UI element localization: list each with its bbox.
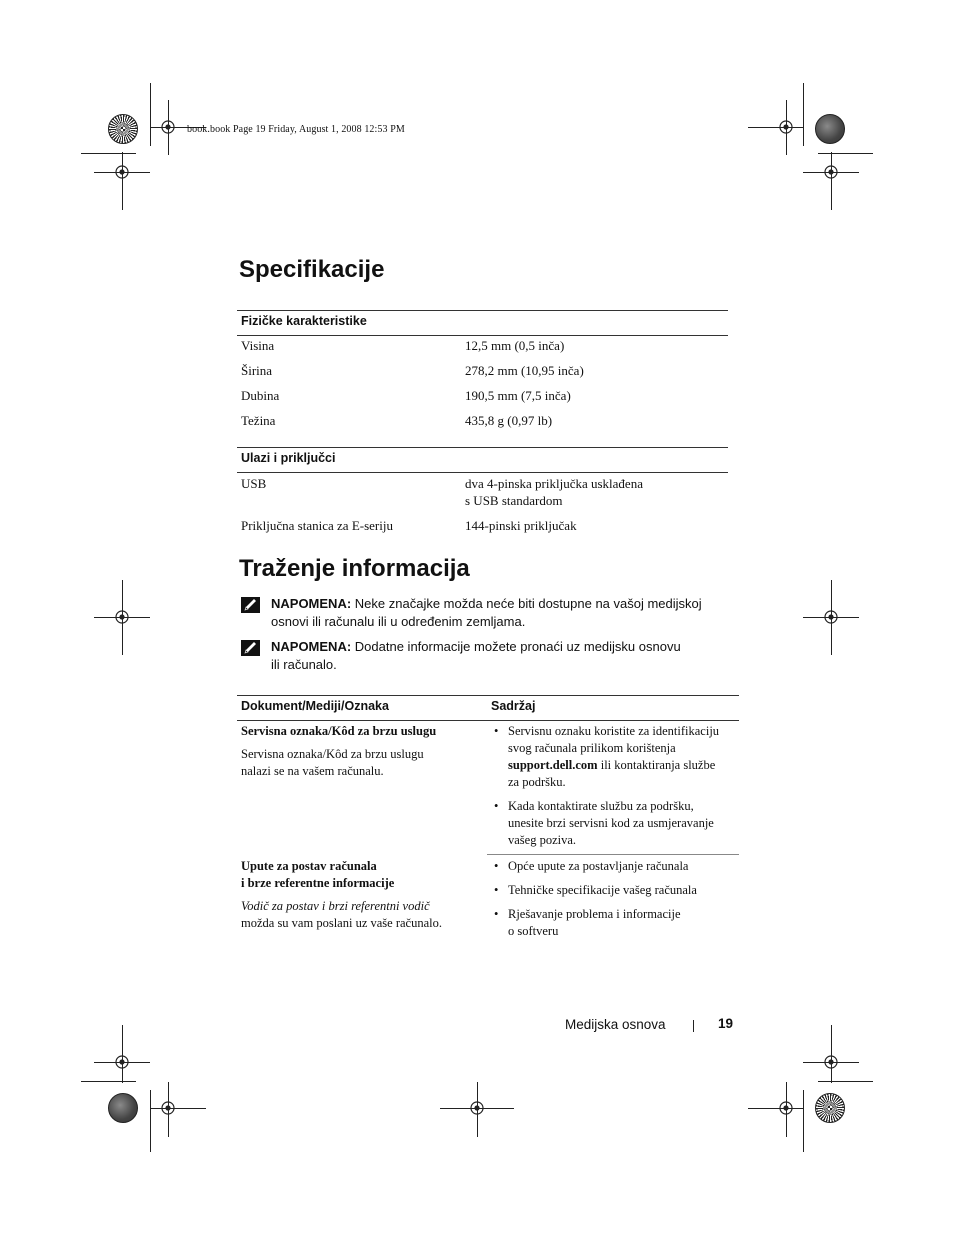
registration-mark-icon xyxy=(113,1053,131,1071)
divider xyxy=(237,695,739,696)
spec-label: Dubina xyxy=(241,388,280,403)
print-header: book.book Page 19 Friday, August 1, 2008 12:53 PM xyxy=(187,124,405,135)
bullet-text: Kada kontaktirate službu za podršku, xyxy=(508,799,694,813)
table-header: Sadržaj xyxy=(491,699,536,713)
registration-mark-icon xyxy=(822,1053,840,1071)
note-pencil-icon xyxy=(241,640,260,656)
bullet-link-text: support.dell.com xyxy=(508,758,598,772)
row-bullets xyxy=(491,723,741,856)
spec-label: Visina xyxy=(241,338,275,353)
divider xyxy=(237,447,728,448)
footer-separator xyxy=(693,1020,694,1032)
row-title: Upute za postav računala xyxy=(241,859,377,873)
divider xyxy=(487,854,739,855)
row-title: i brze referentne informacije xyxy=(241,876,395,890)
list-item xyxy=(491,798,741,849)
note-label: NAPOMENA: xyxy=(271,639,352,654)
note-text: ili računalo. xyxy=(271,657,337,672)
spec-value: 144-pinski priključak xyxy=(465,518,577,533)
bullet-text: vašeg poziva. xyxy=(508,833,577,847)
bullet-text: Tehničke specifikacije vašeg računala xyxy=(508,883,697,897)
table-header: Dokument/Mediji/Oznaka xyxy=(241,699,389,713)
note-text: Dodatne informacije možete pronaći uz medijsku osnovu xyxy=(354,639,681,654)
spec-label: Težina xyxy=(241,413,276,428)
registration-mark-icon xyxy=(822,608,840,626)
note-text: Neke značajke možda neće biti dostupne na vašoj medijskoj xyxy=(354,596,702,611)
list-item xyxy=(491,906,741,940)
divider xyxy=(237,720,739,721)
spec-value: s USB standardom xyxy=(465,493,563,508)
list-item xyxy=(491,723,741,791)
color-rosette-icon xyxy=(108,114,138,144)
spec-label: Širina xyxy=(241,363,273,378)
bullet-text: Servisnu oznaku koristite za identifikaciju xyxy=(508,724,720,738)
divider xyxy=(237,335,728,336)
note-pencil-icon xyxy=(241,597,260,613)
list-item xyxy=(491,858,741,875)
color-rosette-icon xyxy=(108,1093,138,1123)
note-text: osnovi ili računalu ili u određenim zemljama. xyxy=(271,614,526,629)
divider xyxy=(237,310,728,311)
row-desc: nalazi se na vašem računalu. xyxy=(241,764,384,778)
spec-value: dva 4-pinska priključka usklađena xyxy=(465,476,643,491)
note-label: NAPOMENA: xyxy=(271,596,352,611)
bullet-text: unesite brzi servisni kod za usmjeravanje xyxy=(508,816,714,830)
spec-value: 435,8 g (0,97 lb) xyxy=(465,413,553,428)
list-item xyxy=(491,882,741,899)
section-heading: Ulazi i priključci xyxy=(241,451,336,465)
spec-label: Priključna stanica za E-seriju xyxy=(241,518,393,533)
table-row xyxy=(241,723,471,780)
color-rosette-icon xyxy=(815,1093,845,1123)
table-row xyxy=(241,858,481,932)
bullet-text: o softveru xyxy=(508,924,559,938)
section-heading: Fizičke karakteristike xyxy=(241,314,367,328)
spec-value: 190,5 mm (7,5 inča) xyxy=(465,388,571,403)
bullet-text: ili kontaktiranja službe xyxy=(597,758,716,772)
row-title: Servisna oznaka/Kôd za brzu uslugu xyxy=(241,724,437,738)
page-number: 19 xyxy=(718,1016,734,1031)
registration-mark-icon xyxy=(159,118,177,136)
bullet-text: Opće upute za postavljanje računala xyxy=(508,859,689,873)
bullet-text: za podršku. xyxy=(508,775,566,789)
section-title: Traženje informacija xyxy=(239,555,470,582)
bullet-text: svog računala prilikom korištenja xyxy=(508,741,676,755)
color-rosette-icon xyxy=(815,114,845,144)
page-title: Specifikacije xyxy=(239,256,385,283)
registration-mark-icon xyxy=(113,163,131,181)
registration-mark-icon xyxy=(468,1099,486,1117)
registration-mark-icon xyxy=(822,163,840,181)
row-bullets xyxy=(491,858,741,947)
row-desc: Servisna oznaka/Kôd za brzu uslugu xyxy=(241,747,424,761)
spec-value: 12,5 mm (0,5 inča) xyxy=(465,338,565,353)
spec-label: USB xyxy=(241,476,267,491)
bullet-text: Rješavanje problema i informacije xyxy=(508,907,681,921)
spec-value: 278,2 mm (10,95 inča) xyxy=(465,363,584,378)
row-desc: možda su vam poslani uz vaše računalo. xyxy=(241,916,442,930)
footer-section: Medijska osnova xyxy=(565,1017,666,1032)
registration-mark-icon xyxy=(159,1099,177,1117)
divider xyxy=(237,472,728,473)
registration-mark-icon xyxy=(113,608,131,626)
row-desc: Vodič za postav i brzi referentni vodič xyxy=(241,899,430,913)
registration-mark-icon xyxy=(777,1099,795,1117)
registration-mark-icon xyxy=(777,118,795,136)
